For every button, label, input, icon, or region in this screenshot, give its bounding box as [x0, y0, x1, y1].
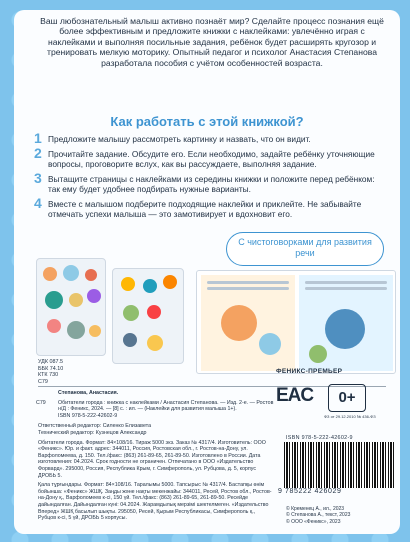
isbn-caption: ISBN 978-5-222-42602-9 [286, 435, 353, 441]
age-rating-badge: 0+ [328, 384, 366, 412]
book-preview-illustration [36, 256, 396, 376]
step-text: Предложите малышу рассмотреть картинку и назвать, что он видит. [48, 134, 311, 144]
intro-text: Ваш любознательный малыш активно познаёт мир? Сделайте процесс познания ещё более эффективным и предложите книжки с наклейками: увлечённо играя с наклейками и выполняя посильные задания, ребёнок будет расширять кругозор и тренировать мелкую моторику. Опытный педагог и психолог Анастасия Степанова разработала пособия с учётом особенностей возраста. [40, 16, 384, 68]
copyright-block [286, 506, 350, 525]
tech-editor-line: Технический редактор: Кузнецов Александр [38, 429, 147, 436]
isbn-line: ISBN 978-5-222-42602-9 [58, 412, 118, 419]
step-text: Прочитайте задание. Обсудите его. Если необходимо, задайте ребёнку уточняющие вопросы, проговорите вслух, как вы рассуждаете, выполняя задание. [48, 149, 375, 169]
publisher-logo: ФЕНИКС-ПРЕМЬЕР [276, 368, 343, 375]
step-number: 4 [34, 195, 42, 211]
bibliographic-record: Обитатели города : книжка с наклейками / Анастасия Степанова. — Изд. 2-е. — Ростов н/Д : Феникс, 2024. — [8] с. : ил. — (Наклейки для развития малыша 1+). [58, 399, 274, 413]
age-law-note: ФЗ от 29.12.2010 № 436-ФЗ [324, 414, 376, 419]
classification-codes [38, 359, 63, 385]
step-2 [34, 145, 386, 169]
author-heading: Степанова, Анастасия. [58, 390, 119, 396]
imprint-ru: Обитатели города. Формат: 84×108/16. Тираж 5000 экз. Заказ № 4317/4. Изготовитель: ООО «Феникс». Юр. и факт. адрес: 344011, Россия, Ростовская обл., г. Ростов-на-Дону, ул. Варфоломеева, д. 150. Тел./факс: (863) 261-89-65, 261-89-50. Изготовлено в России. Дата изготовления: 04.2024. Срок годности не ограничен. Отпечатано в ООО «Издательство Форвард». 295000, Россия, Республика Крым, г. Симферополь, ул. Рубцова, д. 5, корпус ДРОБЬ 5. [38, 439, 266, 479]
step-number: 1 [34, 130, 42, 146]
editor-line: Ответственный редактор: Силенко Елизавета [38, 423, 152, 430]
step-number: 2 [34, 145, 42, 161]
bibliographic-info [38, 390, 274, 522]
step-number: 3 [34, 170, 42, 186]
copyright-publisher: © ООО «Феникс», 2023 [286, 518, 341, 525]
step-1 [34, 130, 386, 146]
udk-code: УДК 087.5 [38, 359, 63, 365]
bbk-code: ББК 74.10 [38, 365, 64, 372]
ktk-code: КТК 730 [38, 372, 59, 379]
step-text: Вместе с малышом подберите подходящие наклейки и приклейте. Не забывайте отмечать успехи малыша — это замотивирует и вдохновит его. [48, 199, 362, 219]
eac-mark: EAC [276, 385, 314, 406]
imprint-kz: Қала тұрғындары. Формат: 84×108/16. Таралымы 5000. Тапсырыс № 4317/4. Бастапқы өнім бойынша: «Феникс» ЖШҚ. Заңды және нақты мекенжайы: 344011, Ресей, Ростов обл., Ростов-на-Дону қ., Варфоломеев к-сі, 150 үй. Тел./факс: (863) 261-89-65, 261-89-50. Ресейде дайындалған. Дайындалған күні: 04.2024. Жарамдылық мерзімі шектелмеген. «Издательство Вперед» ЖШҚ басылып шықты. 295050, Ресей, Қырым Республикасы, Симферополь қ., Рубцов к-сі, 5 үй, ДРОБЬ 5 корпусы. [38, 482, 272, 522]
barcode-number: 9 785222 426029 [278, 488, 342, 495]
author-mark: С79 [38, 378, 48, 385]
steps-list [34, 130, 386, 224]
copyright-author: © Степанова А., текст, 2023 [286, 512, 351, 519]
book-spread-image [196, 270, 396, 374]
step-text: Вытащите страницы с наклейками из середины книжки и положите перед ребёнком: так ему будет удобнее подбирать нужные варианты. [48, 174, 375, 194]
howto-title: Как работать с этой книжкой? [110, 114, 304, 129]
barcode [284, 442, 394, 488]
author-mark: С79 [36, 399, 46, 406]
sticker-sheet-image [112, 268, 184, 364]
sticker-sheet-image [36, 258, 106, 356]
speech-bubble: С чистоговорками для развития речи [226, 232, 384, 266]
step-4 [34, 195, 386, 219]
content-panel [14, 10, 400, 534]
step-3 [34, 170, 386, 194]
copyright-illustrator: © Кременец А., ил., 2023 [286, 506, 345, 512]
